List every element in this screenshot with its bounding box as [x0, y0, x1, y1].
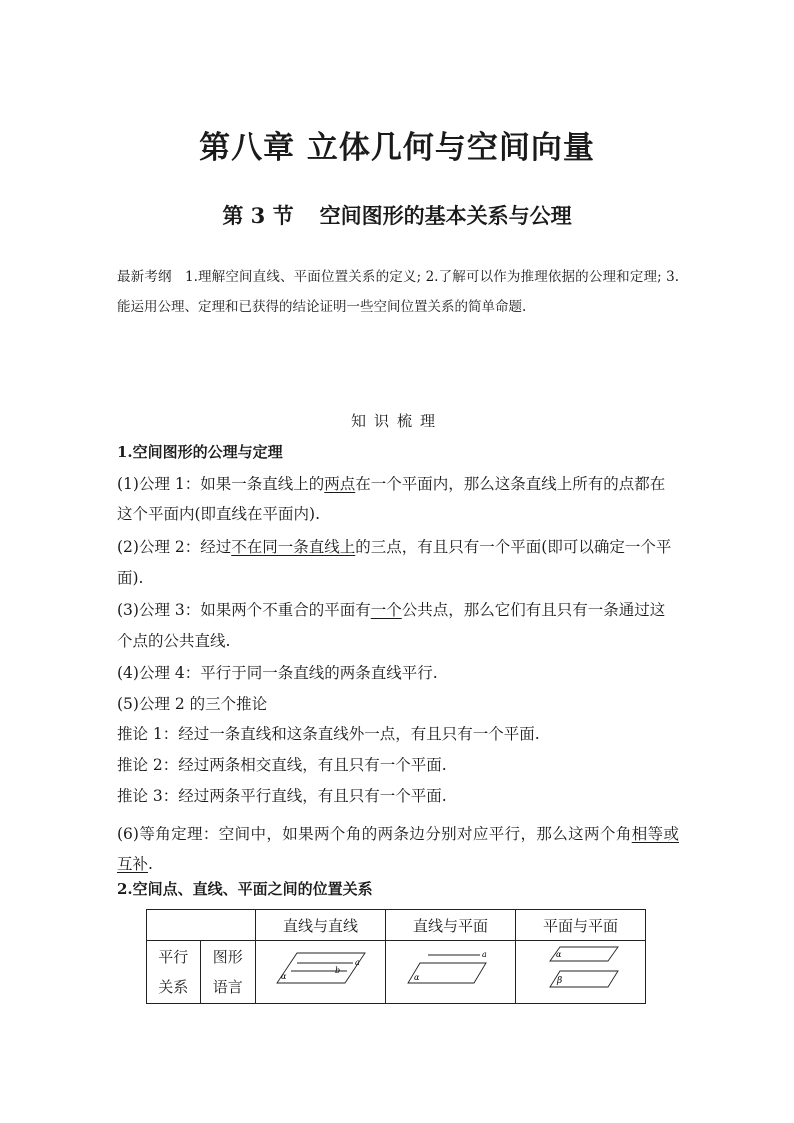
corollary1: 推论 1：经过一条直线和这条直线外一点，有且只有一个平面.	[117, 725, 540, 743]
row-label-line2: 关系	[158, 978, 189, 996]
section-number: 第 3 节	[222, 203, 294, 228]
axiom2	[117, 533, 679, 562]
axiom3	[117, 596, 679, 625]
row-label-figure	[200, 941, 256, 1004]
axiom3-text: (3)公理 3：如果两个不重合的平面有	[117, 601, 371, 619]
axiom1	[117, 470, 679, 499]
objectives-paragraph	[117, 262, 679, 322]
theorem6-blank-2: 互补	[117, 855, 149, 873]
row-label-line1: 平行	[158, 948, 189, 966]
theorem6-end: .	[148, 855, 153, 873]
label-alpha: α	[280, 972, 286, 981]
line-plane-figure	[386, 941, 514, 999]
knowledge-title: 知识梳理	[350, 412, 443, 430]
header-plane-plane: 平面与平面	[515, 910, 645, 941]
label-b: b	[334, 966, 340, 975]
chapter-title: 第八章 立体几何与空间向量	[199, 130, 595, 166]
corollary3: 推论 3：经过两条平行直线，有且只有一个平面.	[117, 787, 447, 805]
row-label-parallel	[147, 941, 201, 1004]
figure-line-plane-cell	[386, 941, 516, 1004]
axiom1-line2: 这个平面内(即直线在平面内).	[117, 505, 321, 523]
row-label-line2: 语言	[212, 978, 243, 996]
corollary2: 推论 2：经过两条相交直线，有且只有一个平面.	[117, 756, 447, 774]
label-beta: β	[557, 976, 563, 986]
section-name: 空间图形的基本关系与公理	[319, 203, 572, 228]
part1-heading: 1.空间图形的公理与定理	[117, 443, 283, 461]
parallel-planes-figure	[516, 941, 644, 999]
parallel-lines-figure	[257, 941, 385, 999]
label-a: a	[354, 958, 360, 967]
axiom4: (4)公理 4：平行于同一条直线的两条直线平行.	[117, 664, 438, 682]
table-row	[147, 941, 646, 1004]
part2-heading: 2.空间点、直线、平面之间的位置关系	[117, 880, 373, 898]
axiom1-text-2: 在一个平面内，那么这条直线上所有的点都在	[355, 475, 666, 493]
axiom3-blank: 一个	[370, 601, 402, 619]
axiom2-line2: 面).	[117, 569, 144, 587]
axiom2-text: (2)公理 2：经过	[117, 538, 232, 556]
objectives-text: 1.理解空间直线、平面位置关系的定义; 2.了解可以作为推理依据的公理和定理; 3.能运用公理、定理和已获得的结论证明一些空间位置关系的简单命题.	[117, 269, 680, 315]
label-alpha: α	[556, 950, 562, 959]
axiom1-blank: 两点	[324, 475, 356, 493]
axiom3-text-2: 公共点，那么它们有且只有一条通过这	[401, 601, 666, 619]
theorem6-blank-1: 相等或	[631, 825, 679, 843]
axiom3-line2: 个点的公共直线.	[117, 632, 231, 650]
label-a: a	[482, 950, 488, 959]
axiom1-text: (1)公理 1：如果一条直线上的	[117, 475, 325, 493]
figure-line-line-cell	[256, 941, 386, 1004]
table-header-row	[147, 910, 646, 941]
relation-table	[146, 909, 646, 1004]
axiom2-text-2: 的三点，有且只有一个平面(即可以确定一个平	[355, 538, 672, 556]
theorem6	[117, 819, 679, 879]
theorem6-text: (6)等角定理：空间中，如果两个角的两条边分别对应平行，那么这两个角	[117, 825, 632, 843]
table-corner-cell	[147, 910, 256, 941]
header-line-plane: 直线与平面	[386, 910, 516, 941]
corollary-heading: (5)公理 2 的三个推论	[117, 695, 268, 713]
header-line-line: 直线与直线	[256, 910, 386, 941]
axiom2-blank: 不在同一条直线上	[231, 538, 356, 556]
row-label-line1: 图形	[212, 948, 243, 966]
figure-plane-plane-cell	[515, 941, 645, 1004]
section-title	[0, 200, 794, 230]
label-alpha: α	[414, 973, 420, 982]
objectives-label: 最新考纲	[117, 269, 172, 285]
